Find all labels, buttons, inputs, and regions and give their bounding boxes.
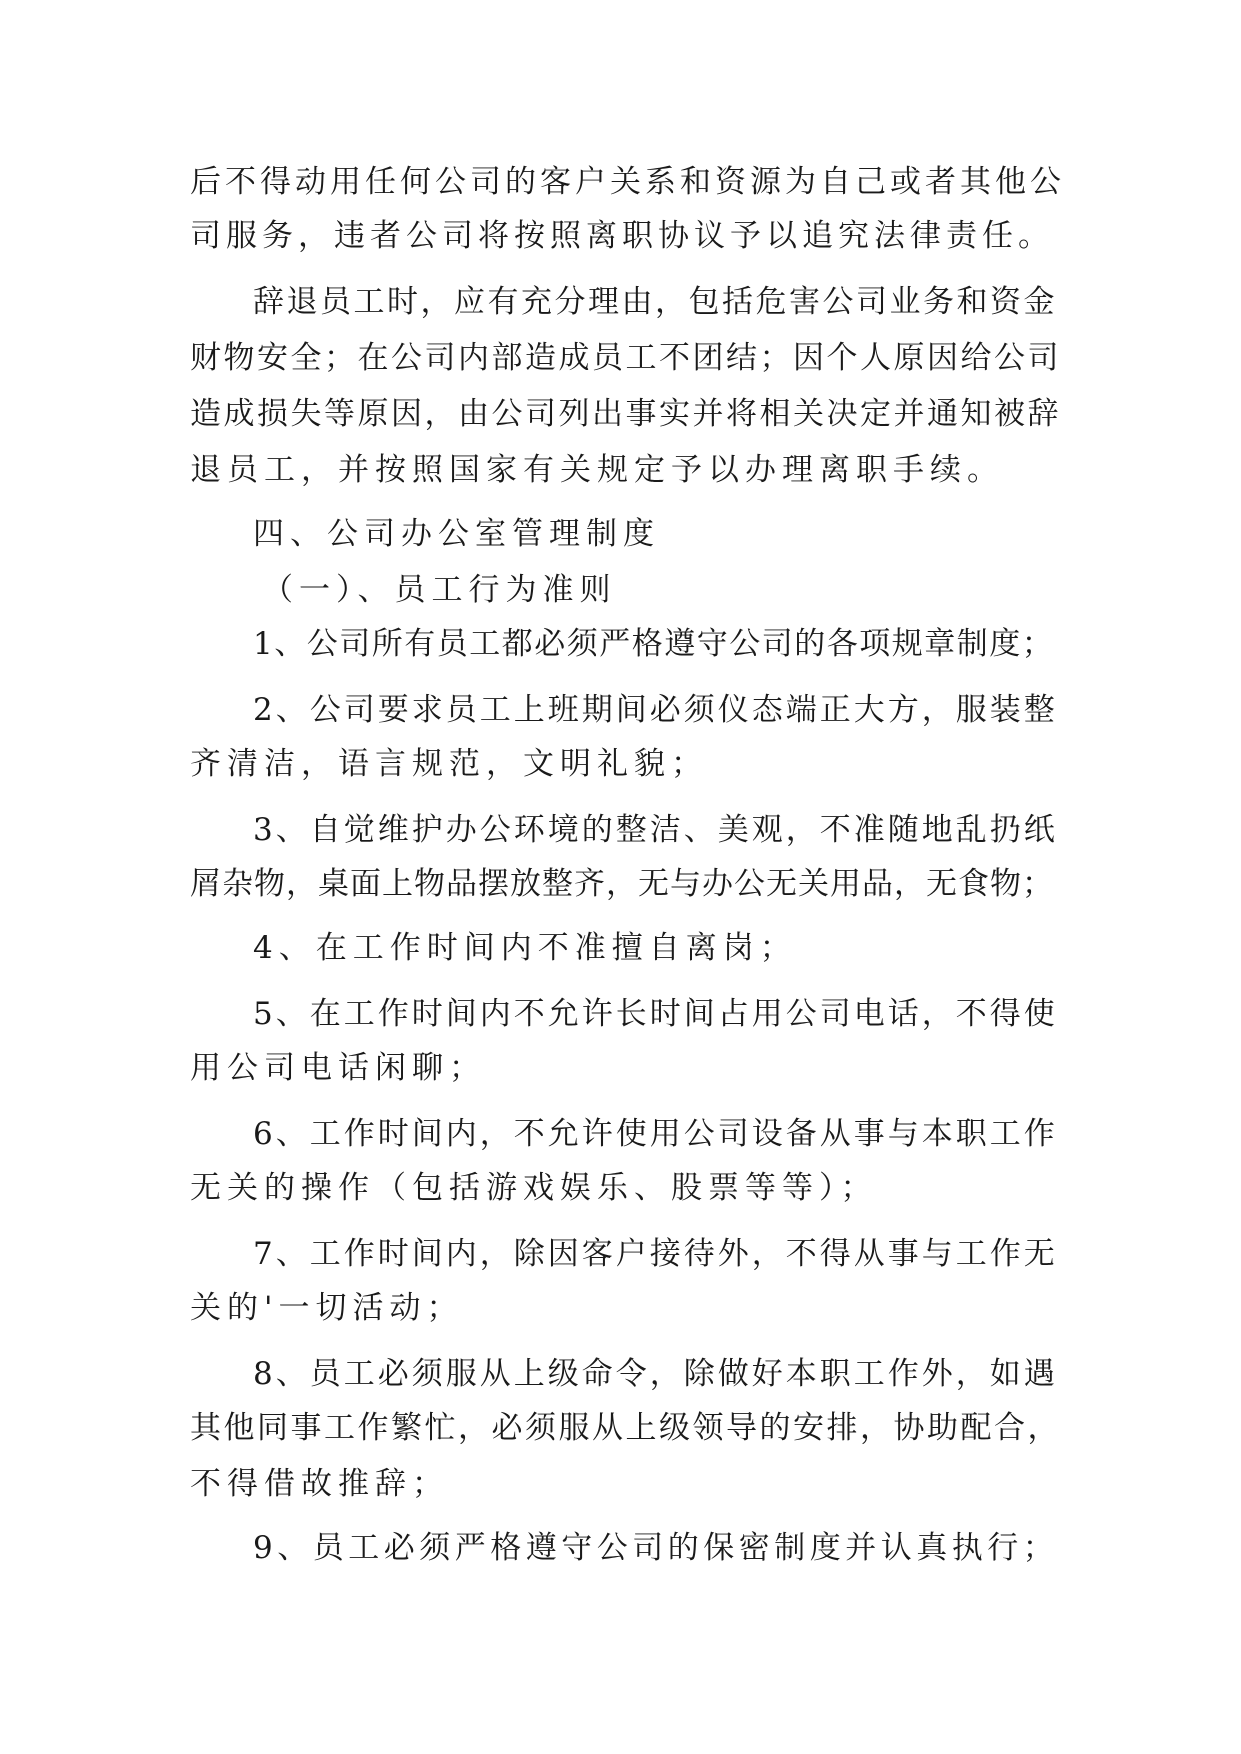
- list-item-7: 7、工作时间内，除因客户接待外，不得从事与工作无: [253, 1236, 1058, 1272]
- text-line: 关的'一切活动；: [190, 1290, 464, 1326]
- text-line: 屑杂物，桌面上物品摆放整齐，无与办公无关用品，无食物；: [190, 866, 1054, 902]
- paragraph-start-line: 辞退员工时，应有充分理由，包括危害公司业务和资金: [253, 284, 1057, 320]
- text-line: 造成损失等原因，由公司列出事实并将相关决定并通知被辞: [190, 396, 1061, 432]
- list-item-3: 3、自觉维护办公环境的整洁、美观，不准随地乱扔纸: [253, 812, 1058, 848]
- section-heading: 四、公司办公室管理制度: [253, 516, 660, 552]
- list-item-1: 1、公司所有员工都必须严格遵守公司的各项规章制度；: [253, 626, 1055, 662]
- text-line: 其他同事工作繁忙，必须服从上级领导的安排，协助配合，: [190, 1410, 1061, 1446]
- list-item-5: 5、在工作时间内不允许长时间占用公司电话，不得使: [253, 996, 1058, 1032]
- text-line: 用公司电话闲聊；: [190, 1050, 486, 1086]
- text-line: 齐清洁，语言规范，文明礼貌；: [190, 746, 708, 782]
- text-line: 财物安全；在公司内部造成员工不团结；因个人原因给公司: [190, 340, 1061, 376]
- subsection-heading: （一）、员工行为准则: [262, 572, 617, 608]
- text-line: 后不得动用任何公司的客户关系和资源为自己或者其他公: [190, 164, 1065, 200]
- text-line: 退员工，并按照国家有关规定予以办理离职手续。: [190, 452, 1004, 488]
- list-item-2: 2、公司要求员工上班期间必须仪态端正大方，服装整: [253, 692, 1058, 728]
- list-item-4: 4、在工作时间内不准擅自离岗；: [253, 930, 797, 966]
- list-item-8: 8、员工必须服从上级命令，除做好本职工作外，如遇: [253, 1356, 1058, 1392]
- list-item-9: 9、员工必须严格遵守公司的保密制度并认真执行；: [253, 1530, 1059, 1566]
- text-line: 司服务，违者公司将按照离职协议予以追究法律责任。: [190, 218, 1054, 254]
- text-line: 无关的操作（包括游戏娱乐、股票等等）；: [190, 1170, 878, 1206]
- list-item-6: 6、工作时间内，不允许使用公司设备从事与本职工作: [253, 1116, 1058, 1152]
- text-line: 不得借故推辞；: [190, 1466, 449, 1502]
